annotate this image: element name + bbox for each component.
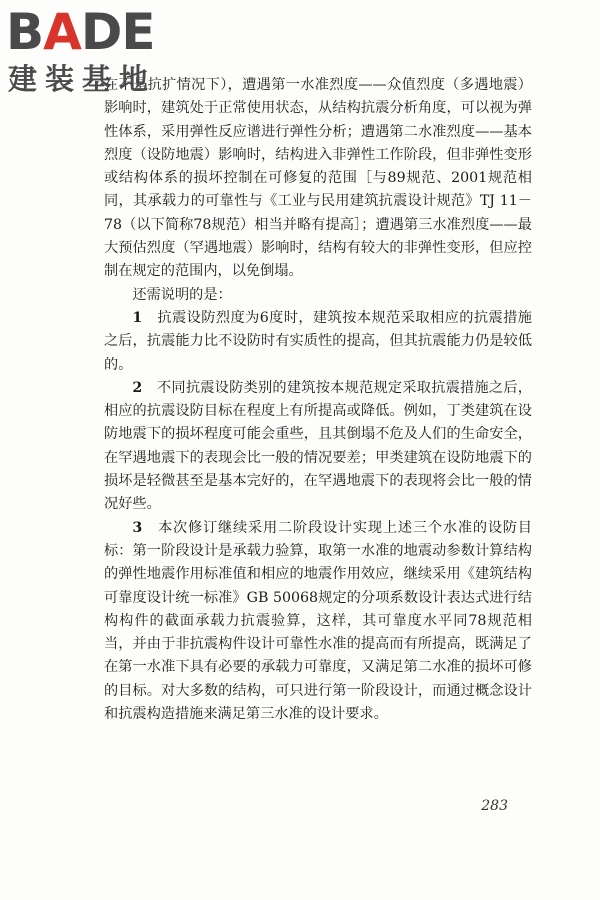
item-text: 本次修订继续采用二阶段设计实现上述三个水准的设防目标：第一阶段设计是承载力验算，取第一水准的地震动参数计算结构的弹性地震作用标准值和相应的地震作用效应，继续采用《建筑结构可靠度设计统一标准》GB 50068规定的分项系数设计表达式进行结构构件的截面承载力抗震验算，这样，其可靠度水平同78规范相当，并由于非抗震构件设计可靠性水准的提高而有所提高，既满足了在第一水准下具有必要的承载力可靠度，又满足第二水准的损坏可修的目标。对大多数的结构，可只进行第一阶段设计，而通过概念设计和抗震构造措施来满足第三水准的设计要求。 xyxy=(104,519,532,723)
watermark-logo xyxy=(6,4,176,104)
item-number: 3 xyxy=(132,519,143,536)
logo-brand-before: B xyxy=(6,3,44,61)
paragraph-continued: 在不是抗扩情况下），遭遇第一水准烈度——众值烈度（多遇地震）影响时，建筑处于正常使用状态，从结构抗震分析角度，可以视为弹性体系，采用弹性反应谱进行弹性分析；遭遇第二水准烈度——基本烈度（设防地震）影响时，结构进入非弹性工作阶段，但非弹性变形或结构体系的损坏控制在可修复的范围［与89规范、2001规范相同，其承载力的可靠性与《工业与民用建筑抗震设计规范》TJ 11－78（以下简称78规范）相当并略有提高］；遭遇第三水准烈度——最大预估烈度（罕遇地震）影响时，结构有较大的非弹性变形，但应控制在规定的范围内，以免倒塌。 xyxy=(104,77,532,280)
item-text: 抗震设防烈度为6度时，建筑按本规范采取相应的抗震措施之后，抗震能力比不设防时有实质性的提高，但其抗震能力仍是较低的。 xyxy=(104,309,532,373)
item-number: 1 xyxy=(132,309,143,326)
list-item-3 xyxy=(104,517,532,727)
logo-brand-accent: A xyxy=(43,3,81,61)
paragraph-note-intro: 还需说明的是： xyxy=(132,286,232,303)
logo-subtitle: 建装基地 xyxy=(8,62,157,96)
list-item-2 xyxy=(104,377,532,517)
body-text xyxy=(104,74,532,726)
item-number: 2 xyxy=(132,379,143,396)
list-item-1 xyxy=(104,307,532,377)
item-text: 不同抗震设防类别的建筑按本规范规定采取抗震措施之后，相应的抗震设防目标在程度上有所提高或降低。例如，丁类建筑在设防地震下的损坏程度可能会重些，且其倒塌不危及人们的生命安全，在罕遇地震下的表现会比一般的情况要差；甲类建筑在设防地震下的损坏是轻微甚至是基本完好的，在罕遇地震下的表现将会比一般的情况好些。 xyxy=(104,379,532,513)
logo-brand-after: DE xyxy=(80,3,155,61)
page-number: 283 xyxy=(481,798,508,814)
logo-brand xyxy=(6,4,155,60)
